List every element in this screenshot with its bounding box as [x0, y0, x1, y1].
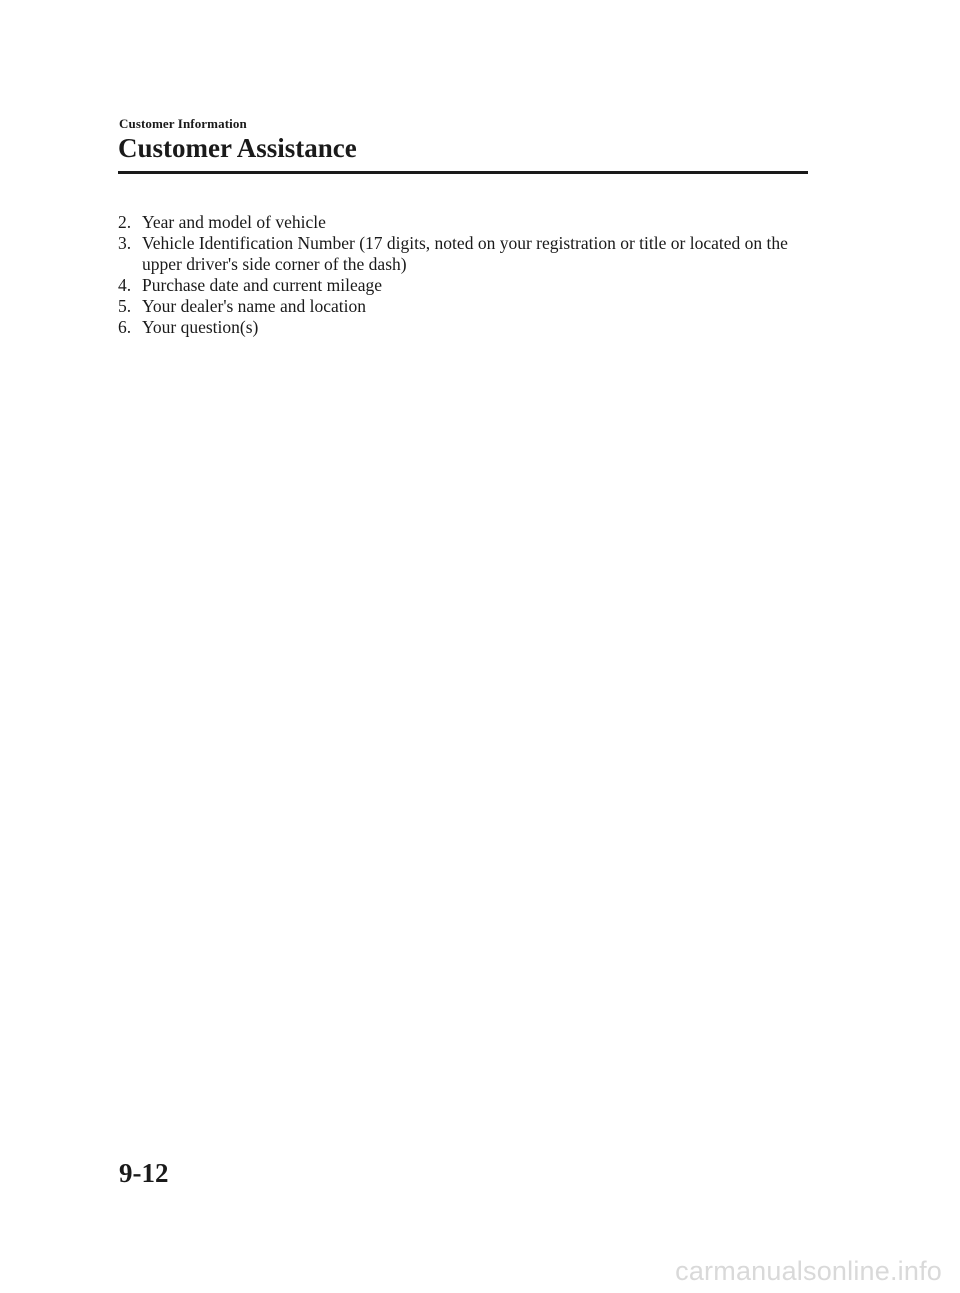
- list-item-number: 2.: [118, 212, 132, 232]
- list-item-text: Your question(s): [142, 317, 259, 337]
- page-number: 9-12: [119, 1158, 169, 1188]
- list-item-number: 5.: [118, 296, 132, 316]
- list-item: [118, 317, 808, 338]
- list-item: [118, 212, 808, 233]
- title-divider: [118, 171, 808, 174]
- list-item-text: Year and model of vehicle: [142, 212, 326, 232]
- list-item: [118, 296, 808, 317]
- list-item-text: Vehicle Identification Number (17 digits, noted on your registration or title or located on the upper driver's side corner of the dash): [142, 233, 788, 274]
- info-list: [118, 212, 808, 338]
- list-item: [118, 275, 808, 296]
- list-item-number: 3.: [118, 233, 132, 253]
- list-item: [118, 233, 808, 275]
- watermark-text: carmanualsonline.info: [675, 1256, 942, 1286]
- list-item-number: 4.: [118, 275, 132, 295]
- page-title: Customer Assistance: [118, 133, 357, 163]
- list-item-number: 6.: [118, 317, 132, 337]
- list-item-text: Your dealer's name and location: [142, 296, 366, 316]
- list-item-text: Purchase date and current mileage: [142, 275, 383, 295]
- section-label: Customer Information: [119, 116, 247, 131]
